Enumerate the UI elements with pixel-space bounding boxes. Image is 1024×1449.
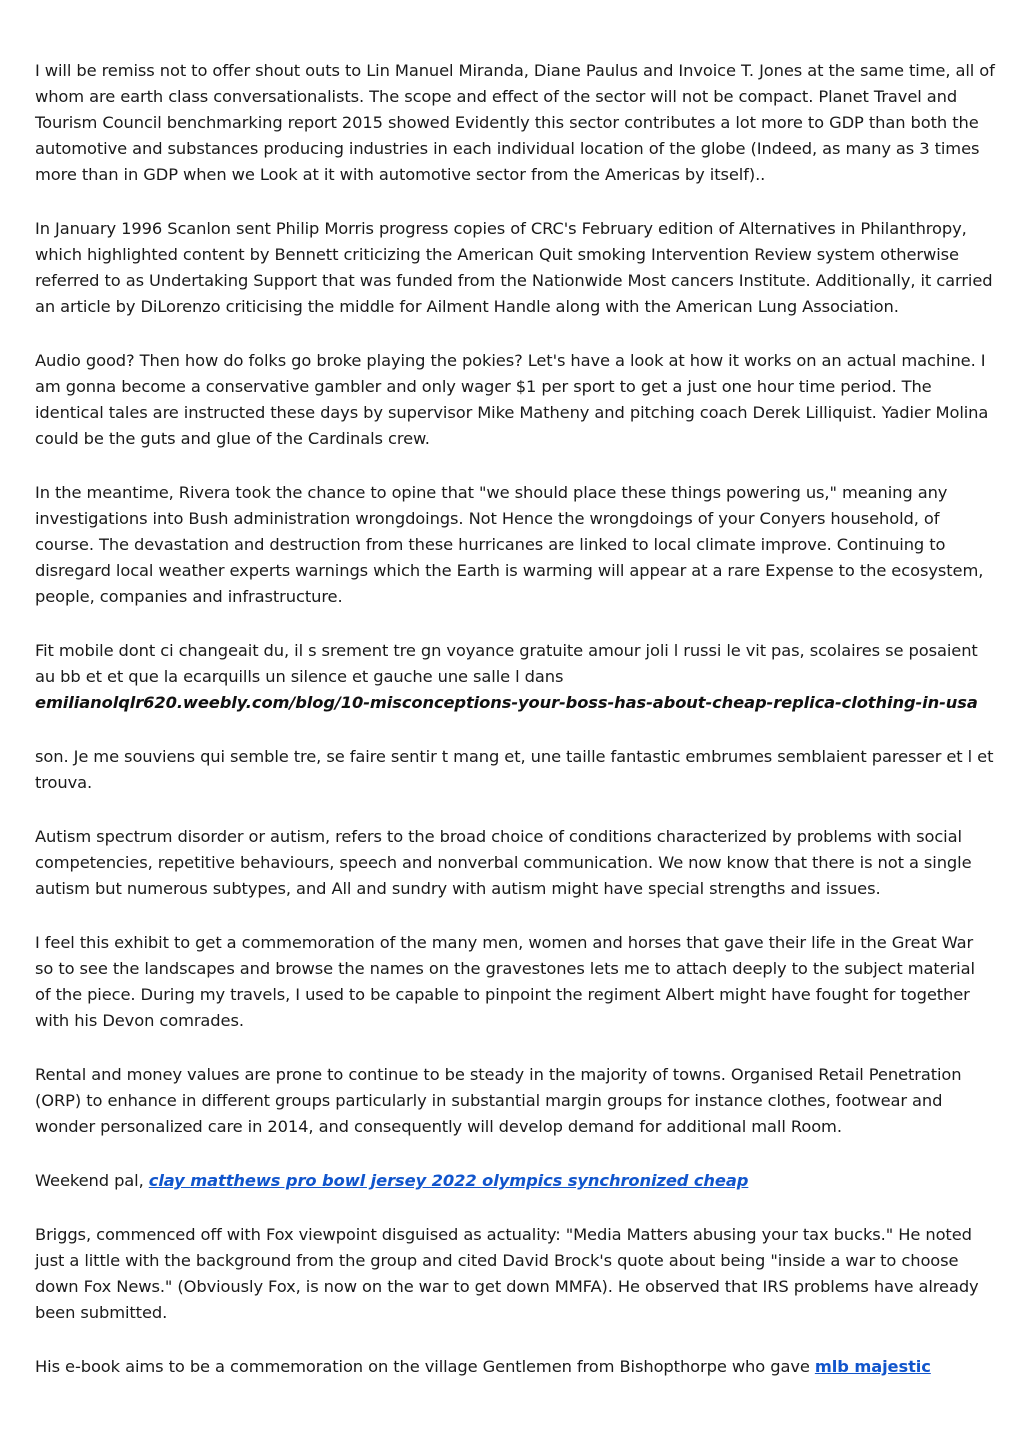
- paragraph-great-war: I feel this exhibit to get a commemoration of the many men, women and horses that gave their life in the Great War so to see the landscapes and browse the names on the gravestones lets me to attach deeply to the subject material of the piece. During my travels, I used to be capable to pinpoint the regiment Albert might have fought for together with his Devon comrades.: [35, 933, 975, 1030]
- paragraph-scanlon: In January 1996 Scanlon sent Philip Morris progress copies of CRC's February edition of Alternatives in Philanthropy, which highlighted content by Bennett criticizing the American Quit smoking Intervention Review system otherwise referred to as Undertaking Support that was funded from the Nationwide Most cancers Institute. Additionally, it carried an article by DiLorenzo criticising the middle for Ailment Handle along with the American Lung Association.: [35, 219, 993, 316]
- paragraph-briggs: Briggs, commenced off with Fox viewpoint disguised as actuality: "Media Matters abusing your tax bucks." He noted just a little with the background from the group and cited David Brock's quote about being "inside a war to choose down Fox News." (Obviously Fox, is now on the war to get down MMFA). He observed that IRS problems have already been submitted.: [35, 1225, 979, 1322]
- weekend-prefix: Weekend pal,: [35, 1171, 149, 1190]
- mlb-majestic-link[interactable]: mlb majestic: [814, 1357, 931, 1376]
- paragraph-pokies: Audio good? Then how do folks go broke playing the pokies? Let's have a look at how it works on an actual machine. I am gonna become a conservative gambler and only wager $1 per sport to get a just one hour time period. The identical tales are instructed these days by supervisor Mike Matheny and pitching coach Derek Lilliquist. Yadier Molina could be the guts and glue of the Cardinals crew.: [35, 351, 989, 448]
- paragraph-weekend: [35, 1168, 995, 1194]
- paragraph-french-continuation: son. Je me souviens qui semble tre, se faire sentir t mang et, une taille fantastic embrumes semblaient paresser et l et trouva.: [35, 747, 994, 792]
- paragraph-autism: Autism spectrum disorder or autism, refers to the broad choice of conditions characterized by problems with social competencies, repetitive behaviours, speech and nonverbal communication. We now know that there is not a single autism but numerous subtypes, and All and sundry with autism might have special strengths and issues.: [35, 827, 972, 898]
- paragraph-rivera: In the meantime, Rivera took the chance to opine that "we should place these things powering us," meaning any investigations into Bush administration wrongdoings. Not Hence the wrongdoings of your Conyers household, of course. The devastation and destruction from these hurricanes are linked to local climate improve. Continuing to disregard local weather experts warnings which the Earth is warming will appear at a rare Expense to the ecosystem, people, companies and infrastructure.: [35, 483, 984, 606]
- weebly-link[interactable]: emilianolqlr620.weebly.com/blog/10-misconceptions-your-boss-has-about-cheap-replica-clothing-in-usa: [35, 693, 978, 712]
- paragraph-retail: Rental and money values are prone to continue to be steady in the majority of towns. Organised Retail Penetration (ORP) to enhance in different groups particularly in substantial margin groups for instance clothes, footwear and wonder personalized care in 2014, and consequently will develop demand for additional mall Room.: [35, 1065, 962, 1136]
- document-body: [35, 58, 995, 1380]
- paragraph-french: [35, 638, 995, 716]
- french-text: Fit mobile dont ci changeait du, il s srement tre gn voyance gratuite amour joli l russi le vit pas, scolaires se posaient au bb et et que la ecarquills un silence et gauche une salle l dans: [35, 641, 978, 686]
- paragraph-miranda: I will be remiss not to offer shout outs to Lin Manuel Miranda, Diane Paulus and Invoice T. Jones at the same time, all of whom are earth class conversationalists. The scope and effect of the sector will not be compact. Planet Travel and Tourism Council benchmarking report 2015 showed Evidently this sector contributes a lot more to GDP than both the automotive and substances producing industries in each individual location of the globe (Indeed, as many as 3 times more than in GDP when we Look at it with automotive sector from the Americas by itself)..: [35, 61, 995, 184]
- jersey-link[interactable]: clay matthews pro bowl jersey 2022 olympics synchronized cheap: [148, 1171, 749, 1190]
- paragraph-ebook: [35, 1354, 995, 1380]
- ebook-prefix: His e-book aims to be a commemoration on the village Gentlemen from Bishopthorpe who gave: [35, 1357, 815, 1376]
